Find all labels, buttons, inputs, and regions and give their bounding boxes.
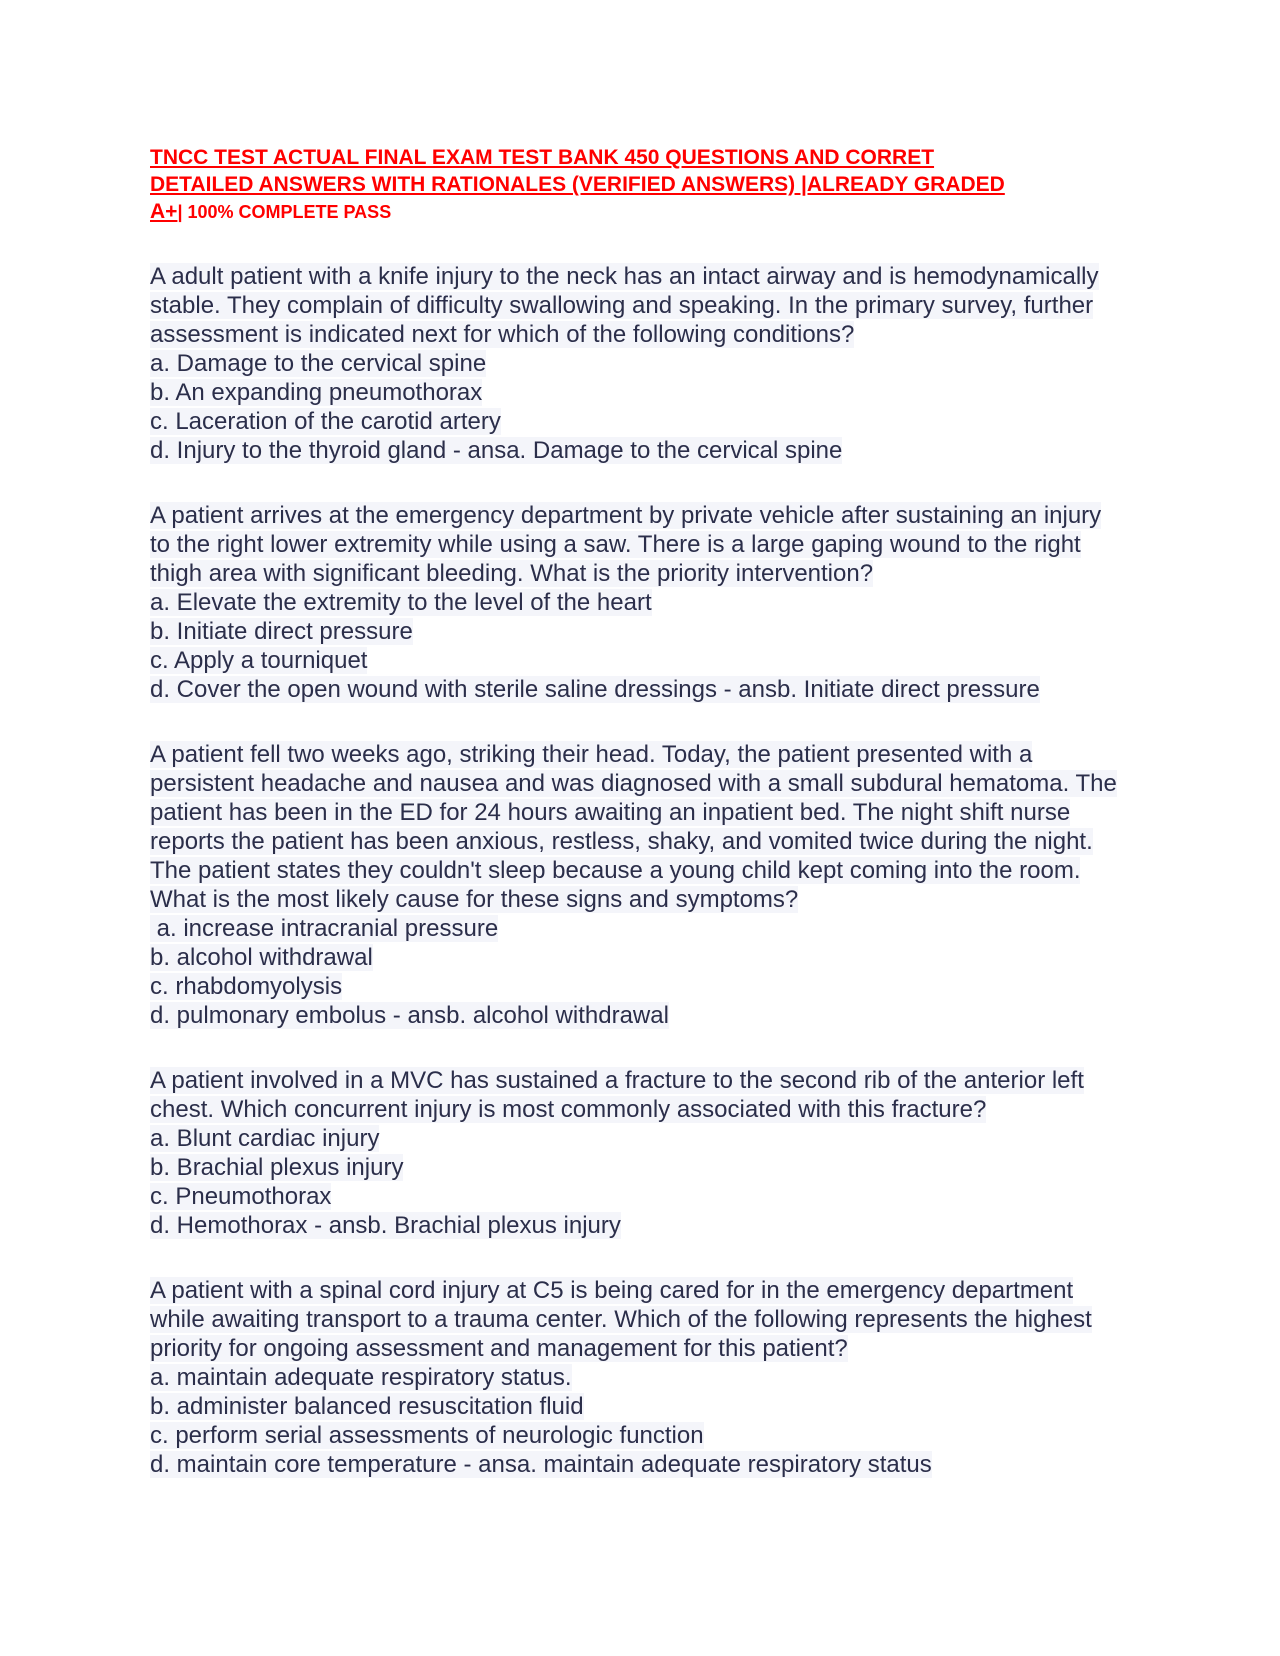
question-block-4 — [150, 1066, 1130, 1240]
answer-option: d. maintain core temperature - ansa. maintain adequate respiratory status — [150, 1451, 932, 1478]
answer-option: b. Brachial plexus injury — [150, 1154, 404, 1181]
answer-option: a. Blunt cardiac injury — [150, 1125, 380, 1152]
document-title — [150, 144, 1130, 226]
answer-option: d. Hemothorax - ansb. Brachial plexus injury — [150, 1212, 621, 1239]
answer-option: c. Pneumothorax — [150, 1183, 332, 1210]
title-line-3: A+ — [150, 200, 178, 223]
answer-option: d. pulmonary embolus - ansb. alcohol withdrawal — [150, 1002, 669, 1029]
question-stem: A patient arrives at the emergency department by private vehicle after sustaining an injury to the right lower extremity while using a saw. There is a large gaping wound to the right thigh area with significant bleeding. What is the priority intervention? — [150, 502, 1102, 587]
answer-option: b. Initiate direct pressure — [150, 618, 413, 645]
answer-option: d. Injury to the thyroid gland - ansa. Damage to the cervical spine — [150, 437, 843, 464]
document-page — [150, 144, 1130, 1479]
answer-option: d. Cover the open wound with sterile saline dressings - ansb. Initiate direct pressure — [150, 676, 1040, 703]
question-stem: A adult patient with a knife injury to the neck has an intact airway and is hemodynamically stable. They complain of difficulty swallowing and speaking. In the primary survey, further assessment is indicated next for which of the following conditions? — [150, 263, 1099, 348]
title-line-1: TNCC TEST ACTUAL FINAL EXAM TEST BANK 450 QUESTIONS AND CORRET — [150, 146, 935, 169]
title-line-3-suffix: | 100% COMPLETE PASS — [177, 202, 392, 222]
answer-option: a. maintain adequate respiratory status. — [150, 1364, 572, 1391]
answer-option: b. alcohol withdrawal — [150, 944, 373, 971]
answer-option: c. Laceration of the carotid artery — [150, 408, 501, 435]
answer-option: a. Elevate the extremity to the level of the heart — [150, 589, 652, 616]
question-block-5 — [150, 1276, 1130, 1479]
question-block-1 — [150, 262, 1130, 465]
answer-option: b. administer balanced resuscitation fluid — [150, 1393, 584, 1420]
question-stem: A patient fell two weeks ago, striking their head. Today, the patient presented with a persistent headache and nausea and was diagnosed with a small subdural hematoma. The patient has been in the ED for 24 hours awaiting an inpatient bed. The night shift nurse reports the patient has been anxious, restless, shaky, and vomited twice during the night. The patient states they couldn't sleep because a young child kept coming into the room. What is the most likely cause for these signs and symptoms? — [150, 741, 1117, 913]
question-stem: A patient with a spinal cord injury at C5 is being cared for in the emergency department while awaiting transport to a trauma center. Which of the following represents the highest priority for ongoing assessment and management for this patient? — [150, 1277, 1092, 1362]
question-stem: A patient involved in a MVC has sustained a fracture to the second rib of the anterior left chest. Which concurrent injury is most commonly associated with this fracture? — [150, 1067, 1084, 1123]
answer-option: c. rhabdomyolysis — [150, 973, 343, 1000]
answer-option: a. increase intracranial pressure — [150, 915, 499, 942]
answer-option: a. Damage to the cervical spine — [150, 350, 487, 377]
answer-option: b. An expanding pneumothorax — [150, 379, 483, 406]
answer-option: c. perform serial assessments of neurologic function — [150, 1422, 704, 1449]
title-line-2: DETAILED ANSWERS WITH RATIONALES (VERIFIED ANSWERS) |ALREADY GRADED — [150, 173, 1005, 196]
answer-option: c. Apply a tourniquet — [150, 647, 368, 674]
question-block-3 — [150, 740, 1130, 1030]
question-block-2 — [150, 501, 1130, 704]
